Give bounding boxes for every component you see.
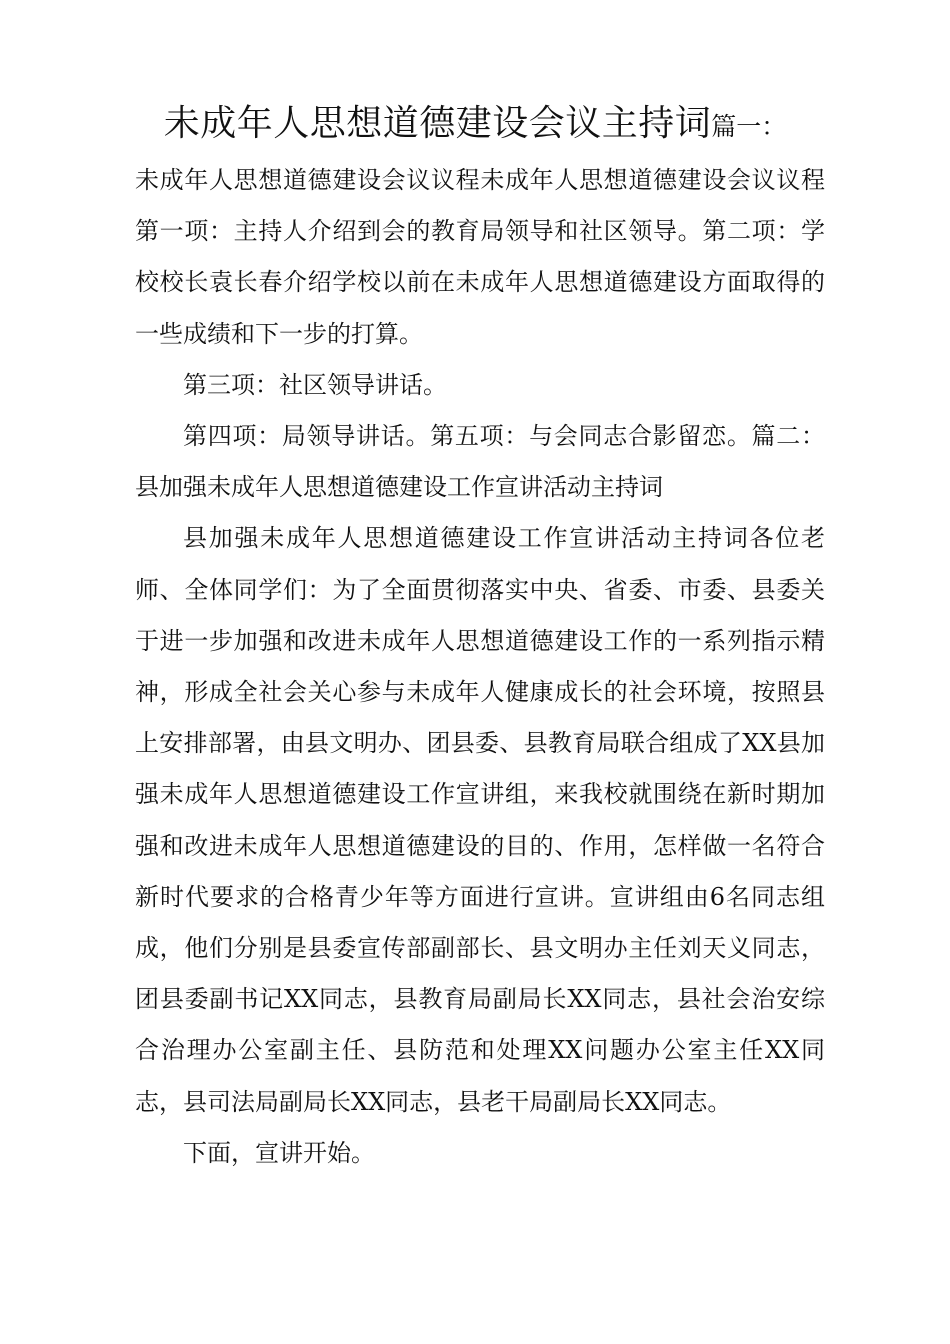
paragraph-closing: 下面，宣讲开始。 <box>183 1138 375 1167</box>
paragraph-item-four-five: 第四项：局领导讲话。第五项：与会同志合影留恋。篇二：县加强未成年人思想道德建设工作宣讲活动主持词 <box>135 422 825 502</box>
paragraph-item-three: 第三项：社区领导讲话。 <box>183 370 447 399</box>
paragraph-host-speech: 县加强未成年人思想道德建设工作宣讲活动主持词各位老师、全体同学们：为了全面贯彻落实中央、省委、市委、县委关于进一步加强和改进未成年人思想道德建设工作的一系列指示精神，形成全社会关心参与未成年人健康成长的社会环境，按照县上安排部署，由县文明办、团县委、县教育局联合组成了XX县加强未成年人思想道德建设工作宣讲组，来我校就围绕在新时期加强和改进未成年人思想道德建设的目的、作用，怎样做一名符合新时代要求的合格青少年等方面进行宣讲。宣讲组由6名同志组成，他们分别是县委宣传部副部长、县文明办主任刘天义同志，团县委副书记XX同志，县教育局副局长XX同志，县社会治安综合治理办公室副主任、县防范和处理XX问题办公室主任XX同志，县司法局副局长XX同志，县老干局副局长XX同志。 <box>135 524 825 1116</box>
title-text: 未成年人思想道德建设会议主持词 <box>163 103 712 144</box>
title-suffix: 篇一： <box>711 112 787 141</box>
document-body <box>135 155 825 1179</box>
paragraph-agenda: 未成年人思想道德建设会议议程未成年人思想道德建设会议议程第一项：主持人介绍到会的教育局领导和社区领导。第二项：学校校长袁长春介绍学校以前在未成年人思想道德建设方面取得的一些成绩和下一步的打算。 <box>135 166 825 348</box>
document-title <box>0 98 950 156</box>
